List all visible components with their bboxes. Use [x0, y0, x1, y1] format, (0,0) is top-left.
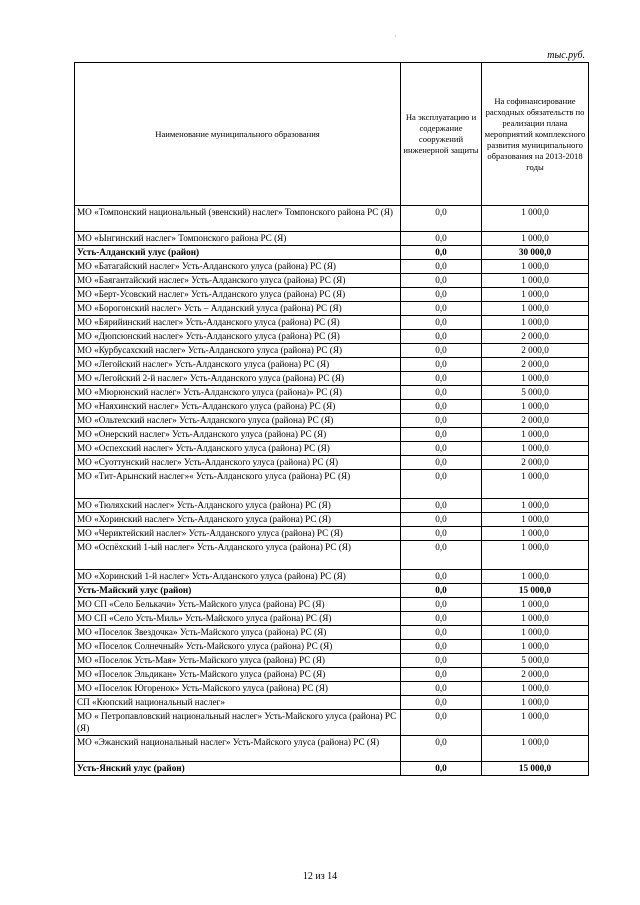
row-exploitation: 0,0 — [401, 762, 482, 776]
row-cofinancing: 1 000,0 — [482, 428, 589, 442]
row-name: МО «Батагайский наслег» Усть-Алданского улуса (района) РС (Я) — [75, 260, 401, 274]
row-name: МО «Поселок Усть-Мая» Усть-Майского улуса (района) РС (Я) — [75, 654, 401, 668]
row-cofinancing: 5 000,0 — [482, 654, 589, 668]
row-exploitation: 0,0 — [401, 570, 482, 584]
row-cofinancing: 1 000,0 — [482, 302, 589, 316]
row-name: МО «Оспёхский 1-ый наслег» Усть-Алданского улуса (района) РС (Я) — [75, 541, 401, 570]
table-row — [75, 400, 589, 414]
row-name: МО «Борогонский наслег» Усть – Алданский улуса (района) РС (Я) — [75, 302, 401, 316]
row-name: МО «Тит-Арынский наслег»« Усть-Алданского улуса (района) РС (Я) — [75, 470, 401, 499]
row-exploitation: 0,0 — [401, 442, 482, 456]
table-row — [75, 696, 589, 710]
table-row — [75, 499, 589, 513]
row-cofinancing: 1 000,0 — [482, 288, 589, 302]
table-row — [75, 612, 589, 626]
table-row — [75, 302, 589, 316]
table-row — [75, 513, 589, 527]
row-cofinancing: 1 000,0 — [482, 372, 589, 386]
row-cofinancing: 1 000,0 — [482, 527, 589, 541]
row-name: МО «Бярийинский наслег» Усть-Алданского улуса (района) РС (Я) — [75, 316, 401, 330]
row-exploitation: 0,0 — [401, 470, 482, 499]
row-cofinancing: 1 000,0 — [482, 442, 589, 456]
row-name: МО «Эжанский национальный наслег» Усть-Майского улуса (района) РС (Я) — [75, 736, 401, 762]
row-exploitation: 0,0 — [401, 612, 482, 626]
row-exploitation: 0,0 — [401, 736, 482, 762]
row-name: МО «Хоринский наслег» Усть-Алданского улуса (района) РС (Я) — [75, 513, 401, 527]
row-name: МО СП «Село Белькачи» Усть-Майского улуса (района) РС (Я) — [75, 598, 401, 612]
header-name: Наименование муниципального образования — [75, 63, 401, 206]
table-row — [75, 710, 589, 736]
row-exploitation: 0,0 — [401, 400, 482, 414]
table-row — [75, 668, 589, 682]
table-row — [75, 626, 589, 640]
row-cofinancing: 15 000,0 — [482, 762, 589, 776]
row-name: МО «Мюрюнский наслег» Усть-Алданского улуса (района)» РС (Я) — [75, 386, 401, 400]
row-exploitation: 0,0 — [401, 260, 482, 274]
row-cofinancing: 1 000,0 — [482, 598, 589, 612]
row-cofinancing: 1 000,0 — [482, 710, 589, 736]
table-row — [75, 442, 589, 456]
row-exploitation: 0,0 — [401, 654, 482, 668]
table-row-subtotal — [75, 584, 589, 598]
table-row — [75, 316, 589, 330]
header-exploitation: На эксплуатацию и содержание сооружений инженерной защиты — [401, 63, 482, 206]
row-exploitation: 0,0 — [401, 246, 482, 260]
row-exploitation: 0,0 — [401, 584, 482, 598]
row-exploitation: 0,0 — [401, 710, 482, 736]
row-exploitation: 0,0 — [401, 527, 482, 541]
row-exploitation: 0,0 — [401, 206, 482, 232]
row-cofinancing: 2 000,0 — [482, 456, 589, 470]
row-name: МО «Дюпсюнский наслег» Усть-Алданского улуса (района) РС (Я) — [75, 330, 401, 344]
table-row — [75, 682, 589, 696]
row-name: МО «Чериктейский наслег» Усть-Алданского улуса (района) РС (Я) — [75, 527, 401, 541]
table-row — [75, 232, 589, 246]
row-exploitation: 0,0 — [401, 626, 482, 640]
row-cofinancing: 1 000,0 — [482, 640, 589, 654]
row-exploitation: 0,0 — [401, 541, 482, 570]
table-row — [75, 736, 589, 762]
row-cofinancing: 1 000,0 — [482, 400, 589, 414]
row-cofinancing: 1 000,0 — [482, 626, 589, 640]
row-exploitation: 0,0 — [401, 640, 482, 654]
scan-mark: · — [394, 32, 397, 41]
row-cofinancing: 2 000,0 — [482, 344, 589, 358]
row-name: МО «Поселок Эльдикан» Усть-Майского улуса (района) РС (Я) — [75, 668, 401, 682]
row-exploitation: 0,0 — [401, 428, 482, 442]
row-name: Усть-Алданский улус (район) — [75, 246, 401, 260]
row-name: МО «Баягантайский наслег» Усть-Алданского улуса (района) РС (Я) — [75, 274, 401, 288]
row-name: МО «Поселок Звездочка» Усть-Майского улуса (района) РС (Я) — [75, 626, 401, 640]
row-name: МО «Суоттунский наслег» Усть-Алданского улуса (района) РС (Я) — [75, 456, 401, 470]
budget-table — [74, 62, 589, 776]
row-exploitation: 0,0 — [401, 274, 482, 288]
row-name: МО «Оспехский наслег» Усть-Алданского улуса (района) РС (Я) — [75, 442, 401, 456]
row-name: МО «Наяхинский наслег» Усть-Алданского улуса (района) РС (Я) — [75, 400, 401, 414]
header-cofinancing: На софинансирование расходных обязательств по реализации плана мероприятий комплексного развития муниципального образования на 2013-2018 годы — [482, 63, 589, 206]
row-name: Усть-Майский улус (район) — [75, 584, 401, 598]
row-name: МО «Легойский 2-й наслег» Усть-Алданского улуса (района) РС (Я) — [75, 372, 401, 386]
row-cofinancing: 1 000,0 — [482, 260, 589, 274]
row-cofinancing: 1 000,0 — [482, 513, 589, 527]
row-exploitation: 0,0 — [401, 456, 482, 470]
row-cofinancing: 1 000,0 — [482, 274, 589, 288]
row-name: МО «Томпонский национальный (эвенский) наслег» Томпонского района РС (Я) — [75, 206, 401, 232]
table-header-row — [75, 63, 589, 206]
row-name: МО «Легойский наслег» Усть-Алданского улуса (района) РС (Я) — [75, 358, 401, 372]
table-row — [75, 274, 589, 288]
table-row — [75, 470, 589, 499]
row-exploitation: 0,0 — [401, 232, 482, 246]
row-exploitation: 0,0 — [401, 668, 482, 682]
row-name: МО «Хоринский 1-й наслег» Усть-Алданского улуса (района) РС (Я) — [75, 570, 401, 584]
table-row — [75, 640, 589, 654]
table-row — [75, 598, 589, 612]
row-cofinancing: 1 000,0 — [482, 736, 589, 762]
table-row — [75, 570, 589, 584]
page-number: 12 из 14 — [302, 871, 338, 882]
table-row — [75, 527, 589, 541]
row-exploitation: 0,0 — [401, 316, 482, 330]
row-cofinancing: 1 000,0 — [482, 316, 589, 330]
row-exploitation: 0,0 — [401, 682, 482, 696]
units-label: тыс.руб. — [547, 50, 585, 61]
table-row-subtotal — [75, 246, 589, 260]
row-name: МО «Поселок Солнечный» Усть-Майского улуса (района) РС (Я) — [75, 640, 401, 654]
row-name: МО «Тюляхский наслег» Усть-Алданского улуса (района) РС (Я) — [75, 499, 401, 513]
row-cofinancing: 2 000,0 — [482, 414, 589, 428]
row-exploitation: 0,0 — [401, 696, 482, 710]
row-exploitation: 0,0 — [401, 358, 482, 372]
table-row — [75, 260, 589, 274]
row-exploitation: 0,0 — [401, 372, 482, 386]
row-cofinancing: 30 000,0 — [482, 246, 589, 260]
row-name: МО «Берт-Усовский наслег» Усть-Алданского улуса (района) РС (Я) — [75, 288, 401, 302]
table-row-subtotal — [75, 762, 589, 776]
table-row — [75, 428, 589, 442]
row-exploitation: 0,0 — [401, 598, 482, 612]
row-name: МО «Поселок Югоренок» Усть-Майского улуса (района) РС (Я) — [75, 682, 401, 696]
row-cofinancing: 1 000,0 — [482, 206, 589, 232]
table-row — [75, 654, 589, 668]
row-name: СП «Кюпский национальный наслег» — [75, 696, 401, 710]
row-exploitation: 0,0 — [401, 302, 482, 316]
row-cofinancing: 5 000,0 — [482, 386, 589, 400]
row-name: МО «Онерский наслег» Усть-Алданского улуса (района) РС (Я) — [75, 428, 401, 442]
row-cofinancing: 2 000,0 — [482, 358, 589, 372]
row-cofinancing: 1 000,0 — [482, 696, 589, 710]
row-name: МО «Ынгинский наслег» Томпонского района РС (Я) — [75, 232, 401, 246]
row-cofinancing: 2 000,0 — [482, 330, 589, 344]
row-exploitation: 0,0 — [401, 330, 482, 344]
table-body — [75, 206, 589, 776]
table-row — [75, 330, 589, 344]
row-name: МО «Ольтехский наслег» Усть-Алданского улуса (района) РС (Я) — [75, 414, 401, 428]
row-name: МО « Петропавловский национальный наслег» Усть-Майского улуса (района) РС (Я) — [75, 710, 401, 736]
table-row — [75, 206, 589, 232]
row-cofinancing: 1 000,0 — [482, 541, 589, 570]
table-row — [75, 344, 589, 358]
row-name: МО «Курбусахский наслег» Усть-Алданского улуса (района) РС (Я) — [75, 344, 401, 358]
row-cofinancing: 2 000,0 — [482, 668, 589, 682]
table-row — [75, 288, 589, 302]
row-exploitation: 0,0 — [401, 386, 482, 400]
table-row — [75, 358, 589, 372]
row-exploitation: 0,0 — [401, 414, 482, 428]
table-row — [75, 386, 589, 400]
table-row — [75, 372, 589, 386]
table-row — [75, 414, 589, 428]
row-cofinancing: 1 000,0 — [482, 470, 589, 499]
row-cofinancing: 15 000,0 — [482, 584, 589, 598]
row-exploitation: 0,0 — [401, 344, 482, 358]
row-cofinancing: 1 000,0 — [482, 612, 589, 626]
row-cofinancing: 1 000,0 — [482, 570, 589, 584]
table-row — [75, 456, 589, 470]
row-exploitation: 0,0 — [401, 288, 482, 302]
row-exploitation: 0,0 — [401, 499, 482, 513]
row-exploitation: 0,0 — [401, 513, 482, 527]
row-cofinancing: 1 000,0 — [482, 499, 589, 513]
row-name: МО СП «Село Усть-Миль» Усть-Майского улуса (района) РС (Я) — [75, 612, 401, 626]
row-name: Усть-Янский улус (район) — [75, 762, 401, 776]
row-cofinancing: 1 000,0 — [482, 232, 589, 246]
table-row — [75, 541, 589, 570]
row-cofinancing: 1 000,0 — [482, 682, 589, 696]
